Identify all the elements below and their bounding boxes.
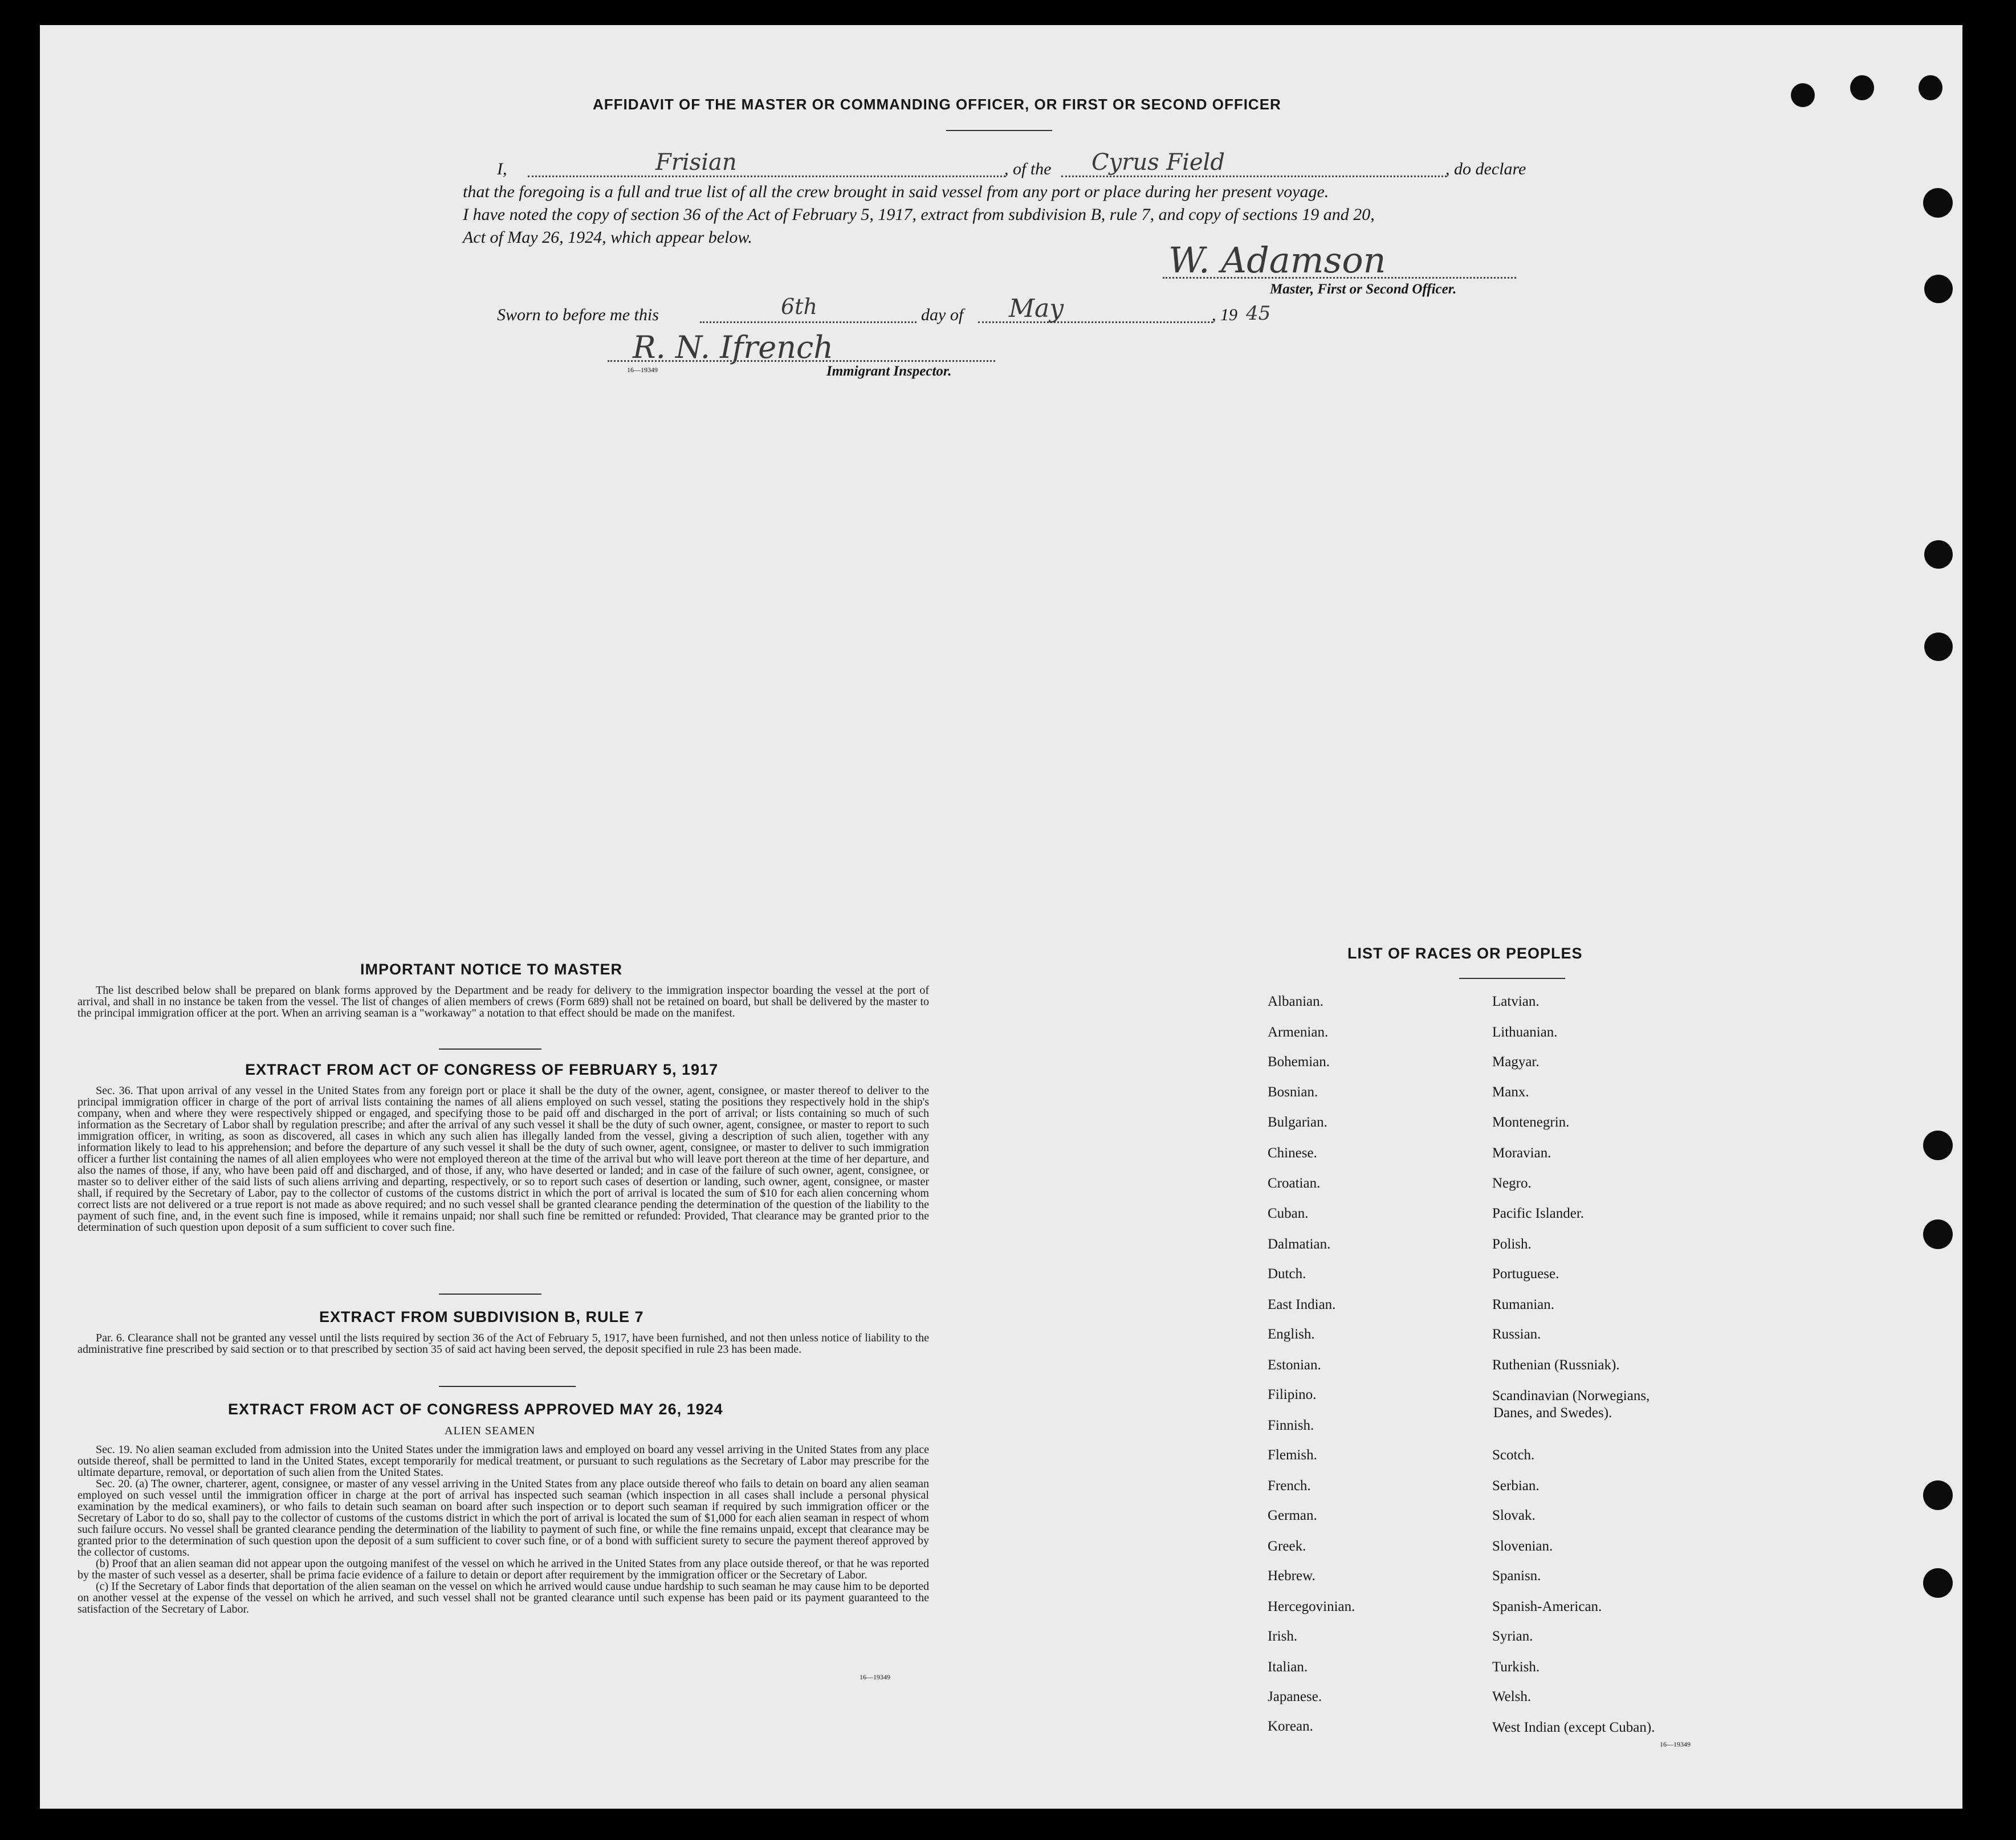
race-item: Dutch. [1268, 1266, 1306, 1282]
race-item: Greek. [1268, 1539, 1306, 1554]
races-title-underline [1459, 978, 1565, 979]
race-item: Scandinavian (Norwegians, [1492, 1388, 1650, 1404]
title-underline [946, 130, 1052, 131]
inspector-form-number: 16—19349 [627, 366, 658, 374]
affidavit-line-2: that the foregoing is a full and true list of all the crew brought in said vessel from any port or place during her present voyage. [463, 182, 1329, 201]
year-prefix: , 19 [1212, 305, 1237, 324]
inspector-signature-line [608, 360, 995, 362]
punch-hole [1850, 75, 1874, 100]
race-item: English. [1268, 1327, 1315, 1342]
race-item: Syrian. [1492, 1629, 1533, 1644]
extract-form-number: 16—19349 [860, 1673, 890, 1681]
race-item: East Indian. [1268, 1297, 1336, 1312]
races-title: LIST OF RACES OR PEOPLES [1347, 945, 1583, 962]
race-item: Bohemian. [1268, 1054, 1330, 1070]
race-item: Manx. [1492, 1084, 1529, 1100]
notice-body [78, 985, 929, 1019]
race-item: Scotch. [1492, 1447, 1535, 1463]
punch-hole [1924, 540, 1953, 569]
sec-20c-paragraph: (c) If the Secretary of Labor finds that deportation of the alien seaman on the vessel on which he arrived would cause undue hardship to such seaman he may cause him to be deported on another vessel at the expense of the vessel on which he arrived, and such vessel shall not be granted clearance until such expense has been paid or its payment guaranteed to the satisfaction of the Secretary of Labor. [78, 1580, 929, 1615]
sec-20b-paragraph: (b) Proof that an alien seaman did not appear upon the outgoing manifest of the vessel on which he arrived in the United States from any place outside thereof, or that he was reported by the master of such vessel as a deserter, shall be prima facie evidence of a failure to detain or deport after requirement by the immigration officer or the Secretary of Labor. [78, 1557, 929, 1581]
race-item: Japanese. [1268, 1689, 1322, 1704]
punch-hole [1919, 75, 1942, 100]
race-item: Korean. [1268, 1719, 1313, 1734]
race-item: Slovenian. [1492, 1539, 1553, 1554]
master-signature-caption: Master, First or Second Officer. [1270, 281, 1457, 297]
affiant-name-line [528, 176, 1005, 177]
race-item: Filipino. [1268, 1387, 1317, 1402]
year-handwritten: 45 [1246, 302, 1271, 325]
race-item: Flemish. [1268, 1447, 1317, 1463]
race-item: Chinese. [1268, 1145, 1317, 1161]
affidavit-line-3: I have noted the copy of section 36 of the Act of February 5, 1917, extract from subdivision B, rule 7, and copy of sections 19 and 20, [463, 205, 1375, 224]
race-item: Armenian. [1268, 1025, 1329, 1040]
race-item: Lithuanian. [1492, 1025, 1558, 1040]
punch-hole [1923, 1131, 1953, 1160]
race-item: Montenegrin. [1492, 1115, 1570, 1130]
month-handwritten: May [1009, 294, 1064, 323]
race-item: Negro. [1492, 1176, 1532, 1191]
punch-hole [1923, 188, 1953, 218]
inspector-signature: R. N. Ifrench [633, 329, 834, 365]
notice-paragraph: The list described below shall be prepared on blank forms approved by the Department and be ready for delivery to the immigration inspector boarding the vessel at the port of arrival, and shall in no instance be taken from the vessel. The list of changes of alien members of crews (Form 689) shall not be retained on board, but shall be delivered by the master to the principal immigration officer at the port. When an arriving seaman is a "workaway" a notation to that effect should be made on the manifest. [78, 984, 929, 1019]
affiant-name-handwritten: Frisian [655, 149, 737, 176]
extract-1924-body [78, 1444, 929, 1615]
race-item: Albanian. [1268, 994, 1323, 1009]
of-the-label: , of the [1004, 160, 1052, 178]
race-item: Slovak. [1492, 1508, 1536, 1523]
race-item: Pacific Islander. [1492, 1206, 1585, 1221]
punch-hole [1924, 275, 1953, 303]
sec-19-paragraph: Sec. 19. No alien seaman excluded from admission into the United States under the immigration laws and employed on board any vessel arriving in the United States from any place outside thereof, shall be permitted to land in the United States, except temporarily for medical treatment, or pursuant to such regulations as the Secretary of Labor may prescribe for the ultimate departure, removal, or deportation of such alien from the United States. [78, 1443, 929, 1479]
race-item: Bulgarian. [1268, 1115, 1327, 1130]
race-item: Portuguese. [1492, 1266, 1559, 1282]
race-item: Croatian. [1268, 1176, 1321, 1191]
race-item: Serbian. [1492, 1478, 1540, 1494]
subdivision-b-body [78, 1332, 929, 1355]
section-divider [439, 1386, 576, 1387]
races-form-number: 16—19349 [1660, 1740, 1691, 1748]
master-signature-line [1163, 277, 1516, 279]
race-item: Latvian. [1492, 994, 1540, 1009]
race-item: German. [1268, 1508, 1317, 1523]
race-item: Irish. [1268, 1629, 1298, 1644]
race-item: French. [1268, 1478, 1311, 1494]
race-item: Magyar. [1492, 1054, 1540, 1070]
section-divider [439, 1294, 541, 1295]
day-line [700, 321, 917, 323]
race-item: Turkish. [1492, 1659, 1540, 1675]
do-declare-label: , do declare [1445, 160, 1526, 178]
race-item: Estonian. [1268, 1357, 1321, 1373]
master-signature: W. Adamson [1168, 239, 1386, 281]
race-item: Polish. [1492, 1237, 1532, 1252]
punch-hole [1923, 1219, 1953, 1249]
race-item: Ruthenian (Russniak). [1492, 1357, 1620, 1373]
vessel-name-line [1061, 176, 1447, 177]
notice-title: IMPORTANT NOTICE TO MASTER [360, 961, 622, 978]
race-item: Cuban. [1268, 1206, 1309, 1221]
par-6-paragraph: Par. 6. Clearance shall not be granted any vessel until the lists required by section 36 of the Act of February 5, 1917, have been furnished, and not then unless notice of liability to the administrative fine prescribed by said section or to that prescribed by section 35 of said act having been served, the deposit specified in rule 23 has been made. [78, 1332, 929, 1356]
affiant-label: I, [497, 160, 507, 178]
sec-20a-paragraph: Sec. 20. (a) The owner, charterer, agent, consignee, or master of any vessel arriving in the United States from any place outside thereof who fails to detain on board any alien seaman employed on such vessel until the immigration officer in charge at the port of arrival has inspected such seaman (which inspection in all cases shall include a personal physical examination by the medical examiners), or who fails to detain such seaman on board after such inspection or to deport such seaman if required by such immigration officer or the Secretary of Labor to do so, shall pay to the collector of customs of the customs district in which the port of arrival is located the sum of $1,000 for each alien seaman in respect of whom such failure occurs. No vessel shall be granted clearance pending the determination of the liability to payment of such fine, or while the fine remains unpaid, except that clearance may be granted prior to the determination of such question upon the deposit of a sum sufficient to cover such fine, or of a bond with sufficient surety to secure the payment thereof approved by the collector of customs. [78, 1478, 929, 1559]
sec-36-paragraph: Sec. 36. That upon arrival of any vessel in the United States from any foreign port or place it shall be the duty of the owner, agent, consignee, or master thereof to deliver to the principal immigration officer in charge of the port of arrival lists containing the names of all aliens employed on such vessel, stating the positions they respectively hold in the ship's company, when and where they were respectively shipped or engaged, and specifying those to be paid off and discharged in the port of arrival; or lists containing so much of such information as the Secretary of Labor shall by regulation prescribe; and after the arrival of any such vessel it shall be the duty of such owner, agent, consignee, or master to report to such immigration officer, in writing, as soon as discovered, all cases in which any such alien has illegally landed from the vessel, giving a description of such alien, together with any information likely to lead to his apprehension; and before the departure of any such vessel it shall be the duty of such owner, agent, consignee, or master to deliver to such immigration officer a further list containing the names of all alien employees who were not employed thereon at the time of the arrival but who will leave port thereon at the time of her departure, and also the names of those, if any, who have been paid off and discharged, and of those, if any, who have deserted or landed; and in case of the failure of such owner, agent, consignee, or master so to deliver either of the said lists of such aliens arriving and departing, respectively, or so to report such cases of desertion or landing, such owner, agent, consignee, or master shall, if required by the Secretary of Labor, pay to the collector of customs of the customs district in which the port of arrival is located the sum of $10 for each alien concerning whom correct lists are not delivered or a true report is not made as above required; and no such vessel shall be granted clearance pending the determination of the question of the liability to the payment of such fine, and, in the event such fine is imposed, while it remains unpaid; nor shall such fine be remitted or refunded: Provided, That clearance may be granted prior to the determination of such question upon deposit of a sum sufficient to cover such fine. [78, 1084, 929, 1234]
race-item: Hebrew. [1268, 1568, 1316, 1584]
race-item: West Indian (except Cuban). [1492, 1720, 1655, 1735]
alien-seamen-subtitle: ALIEN SEAMEN [445, 1425, 536, 1437]
sworn-label: Sworn to before me this [497, 305, 659, 324]
punch-hole [1791, 83, 1815, 107]
affidavit-line-4: Act of May 26, 1924, which appear below. [463, 228, 752, 247]
race-item: Hercegovinian. [1268, 1599, 1355, 1614]
race-item: Finnish. [1268, 1418, 1314, 1433]
race-item: Spanisn. [1492, 1568, 1541, 1584]
race-item: Danes, and Swedes). [1493, 1405, 1612, 1421]
extract-1924-title: EXTRACT FROM ACT OF CONGRESS APPROVED MAY 26, 1924 [228, 1401, 723, 1418]
punch-hole [1923, 1568, 1953, 1598]
race-item: Rumanian. [1492, 1297, 1555, 1312]
race-item: Dalmatian. [1268, 1237, 1331, 1252]
day-handwritten: 6th [781, 294, 817, 319]
race-item: Italian. [1268, 1659, 1308, 1675]
race-item: Moravian. [1492, 1145, 1551, 1161]
race-item: Spanish-American. [1492, 1599, 1602, 1614]
race-item: Russian. [1492, 1327, 1541, 1342]
day-of-label: day of [921, 305, 964, 324]
vessel-name-handwritten: Cyrus Field [1092, 149, 1225, 176]
affidavit-title: AFFIDAVIT OF THE MASTER OR COMMANDING OFFICER, OR FIRST OR SECOND OFFICER [593, 96, 1281, 113]
section-divider [439, 1048, 541, 1050]
punch-hole [1923, 1480, 1953, 1510]
extract-1917-body [78, 1085, 929, 1233]
punch-hole [1924, 633, 1953, 661]
extract-1917-title: EXTRACT FROM ACT OF CONGRESS OF FEBRUARY 5, 1917 [245, 1061, 719, 1078]
race-item: Bosnian. [1268, 1084, 1318, 1100]
race-item: Welsh. [1492, 1689, 1532, 1704]
inspector-caption: Immigrant Inspector. [826, 364, 952, 379]
subdivision-b-title: EXTRACT FROM SUBDIVISION B, RULE 7 [319, 1308, 644, 1325]
